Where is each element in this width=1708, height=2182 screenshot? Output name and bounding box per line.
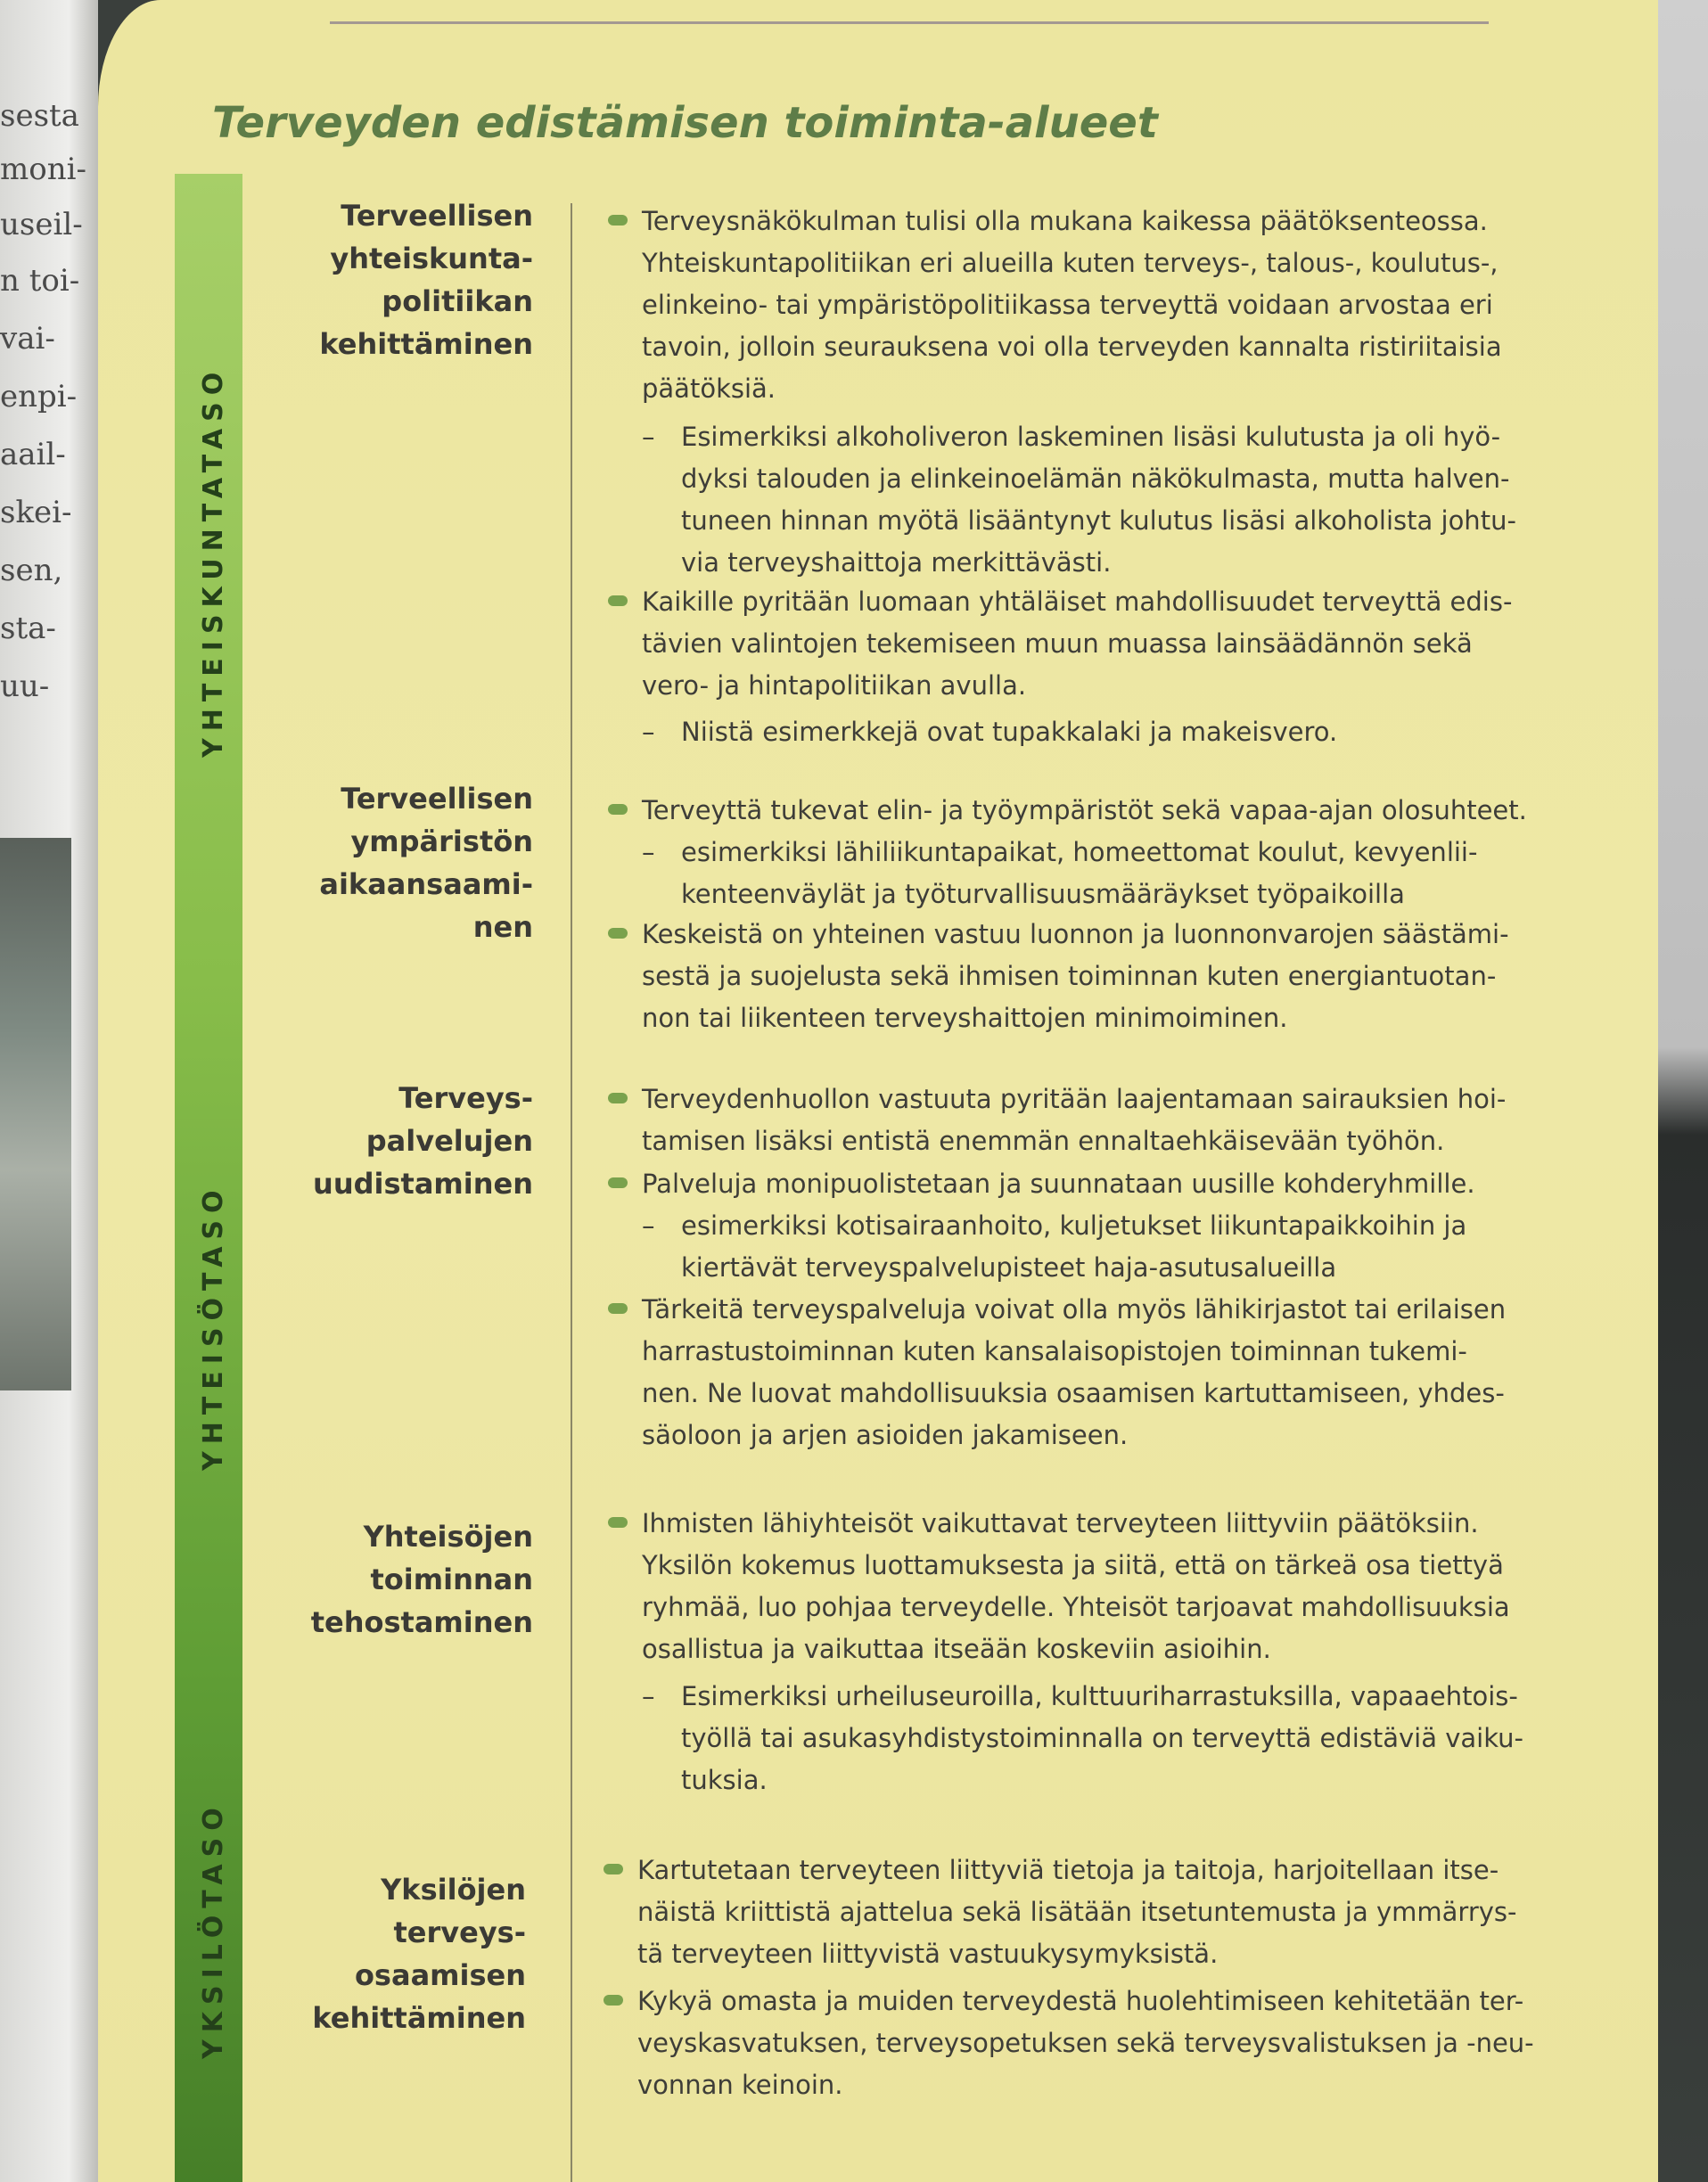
dash-item [642,1205,1658,1289]
bullet-item [642,1163,1622,1205]
dash-icon: – [642,837,655,867]
heading-line: osaamisen [354,1958,526,1992]
text-line: Terveydenhuollon vastuuta pyritään laajentamaan sairauksien hoi- [642,1084,1507,1114]
text-line: harrastustoiminnan kuten kansalaisopistojen toiminnan tukemi- [642,1336,1467,1366]
text-line: ryhmää, luo pohjaa terveydelle. Yhteisöt tarjoavat mahdollisuuksia [642,1592,1510,1622]
heading-line: ympäristön [350,824,533,858]
level-label-yksilo: YKSILÖTASO [198,1801,229,2059]
dash-icon: – [642,422,655,452]
heading-line: Terveellisen [341,782,533,816]
bullet-item [642,1079,1622,1162]
page-title: Terveyden edistämisen toiminta-alueet [212,98,1158,148]
text-line: Yksilön kokemus luottamuksesta ja siitä, että on tärkeä osa tiettyä [642,1550,1504,1580]
text-line: työllä tai asukasyhdistystoiminnalla on terveyttä edistäviä vaiku- [681,1723,1523,1753]
section-heading [241,1868,526,2039]
bullet-icon [608,1177,628,1188]
bullet-icon [608,215,628,226]
bullet-icon [604,1864,623,1874]
section-heading [294,1077,533,1205]
dash-icon: – [642,1681,655,1711]
text-line: dyksi talouden ja elinkeinoelämän näkökulmasta, mutta halven- [681,463,1510,494]
text-line: päätöksiä. [642,373,776,404]
heading-line: toiminnan [370,1563,533,1596]
text-line: Terveysnäkökulman tulisi olla mukana kaikessa päätöksenteossa. [642,206,1488,236]
text-line: via terveyshaittoja merkittävästi. [681,547,1112,578]
section-heading [294,194,533,365]
text-line: Kartutetaan terveyteen liittyviä tietoja ja taitoja, harjoitellaan itse- [637,1855,1499,1885]
text-line: esimerkiksi lähiliikuntapaikat, homeettomat koulut, kevyenlii- [681,837,1478,867]
left-page-text: sesta [0,98,79,134]
text-line: Tärkeitä terveyspalveluja voivat olla myös lähikirjastot tai erilaisen [642,1294,1507,1325]
left-page-text: useil- [0,207,83,242]
text-line: Terveyttä tukevat elin- ja työympäristöt sekä vapaa-ajan olosuhteet. [642,795,1527,825]
heading-line: politiikan [382,284,533,318]
bullet-item [642,201,1622,410]
left-page-text: skei- [0,495,72,530]
text-line: Esimerkiksi alkoholiveron laskeminen lisäsi kulutusta ja oli hyö- [681,422,1501,452]
bullet-icon [608,1303,628,1314]
text-line: Esimerkiksi urheiluseuroilla, kulttuuriharrastuksilla, vapaaehtois- [681,1681,1518,1711]
text-line: Palveluja monipuolistetaan ja suunnataan uusille kohderyhmille. [642,1169,1475,1199]
left-page-text: n toi- [0,263,80,299]
heading-line: yhteiskunta- [330,242,533,275]
bullet-item [642,790,1622,832]
text-line: tuneen hinnan myötä lisääntynyt kulutus lisäsi alkoholista johtu- [681,505,1516,536]
text-line: tävien valintojen tekemiseen muun muassa lainsäädännön sekä [642,628,1473,659]
left-page-text: sen, [0,553,63,588]
left-page-text: moni- [0,152,86,187]
text-line: sestä ja suojelusta sekä ihmisen toiminnan kuten energiantuotan- [642,961,1497,991]
text-line: Yhteiskuntapolitiikan eri alueilla kuten terveys-, talous-, koulutus-, [642,248,1499,278]
left-page-photo [0,838,71,1390]
bullet-icon [608,595,628,606]
heading-line: uudistaminen [313,1167,533,1201]
text-line: Kykyä omasta ja muiden terveydestä huolehtimiseen kehitetään ter- [637,1986,1524,2016]
heading-line: aikaansaami- [319,867,533,901]
left-page-text: vai- [0,321,55,357]
section-heading [294,1515,533,1644]
section-heading [294,777,533,948]
left-page-text: sta- [0,611,56,646]
text-line: tamisen lisäksi entistä enemmän ennaltaehkäisevään työhön. [642,1126,1445,1156]
left-page [0,0,98,2182]
desk-background [1655,0,1708,2182]
text-line: tuksia. [681,1765,768,1795]
text-line: Niistä esimerkkejä ovat tupakkalaki ja makeisvero. [681,717,1338,747]
left-page-text: aail- [0,437,66,472]
text-line: Ihmisten lähiyhteisöt vaikuttavat terveyteen liittyviin päätöksiin. [642,1508,1479,1538]
column-divider [571,203,572,2182]
bullet-item [637,1850,1618,1975]
heading-line: palvelujen [365,1124,533,1158]
text-line: Keskeistä on yhteinen vastuu luonnon ja luonnonvarojen säästämi- [642,919,1509,949]
heading-line: Yksilöjen terveys- [381,1873,526,1949]
text-line: elinkeino- tai ympäristöpolitiikassa terveyttä voidaan arvostaa eri [642,290,1493,320]
bullet-item [642,914,1622,1039]
dash-item [642,711,1658,753]
text-line: vero- ja hintapolitiikan avulla. [642,670,1027,701]
bullet-item [642,581,1622,707]
text-line: osallistua ja vaikuttaa itseään koskeviin asioihin. [642,1634,1271,1664]
heading-line: kehittäminen [312,2001,526,2035]
level-label-yhteiso: YHTEISÖTASO [198,1183,229,1471]
heading-line: Terveys- [398,1081,533,1115]
bullet-icon [608,1093,628,1103]
dash-item [642,1676,1658,1801]
heading-line: tehostaminen [310,1605,533,1639]
left-page-text: uu- [0,669,50,704]
dash-item [642,832,1658,915]
level-label-yhteiskunta: YHTEISKUNTATASO [198,365,229,758]
heading-line: Yhteisöjen [363,1520,533,1554]
bullet-icon [608,804,628,815]
heading-line: Terveellisen [341,199,533,233]
text-line: säoloon ja arjen asioiden jakamiseen. [642,1420,1129,1450]
bullet-item [642,1289,1622,1456]
text-line: kenteenväylät ja työturvallisuusmääräykset työpaikoilla [681,879,1405,909]
text-line: kiertävät terveyspalvelupisteet haja-asutusalueilla [681,1252,1337,1283]
dash-icon: – [642,717,655,747]
text-line: tä terveyteen liittyvistä vastuukysymyksistä. [637,1939,1219,1969]
text-line: veyskasvatuksen, terveysopetuksen sekä terveysvalistuksen ja -neu- [637,2028,1534,2058]
left-page-text: enpi- [0,379,78,414]
bullet-icon [608,1517,628,1528]
bullet-item [642,1503,1622,1670]
bullet-icon [608,928,628,939]
bullet-icon [604,1995,623,2006]
text-line: nen. Ne luovat mahdollisuuksia osaamisen kartuttamiseen, yhdes- [642,1378,1505,1408]
text-line: esimerkiksi kotisairaanhoito, kuljetukset liikuntapaikkoihin ja [681,1210,1467,1241]
dash-icon: – [642,1210,655,1241]
heading-line: nen [472,910,533,944]
text-line: tavoin, jolloin seurauksena voi olla terveyden kannalta ristiriitaisia [642,332,1502,362]
text-line: näistä kriittistä ajattelua sekä lisätään itsetuntemusta ja ymmärrys- [637,1897,1517,1927]
bullet-item [637,1981,1618,2106]
heading-line: kehittäminen [319,327,533,361]
pen-scribble [330,0,1489,24]
dash-item [642,416,1658,584]
book-page [98,0,1658,2182]
text-line: vonnan keinoin. [637,2070,843,2100]
text-line: Kaikille pyritään luomaan yhtäläiset mahdollisuudet terveyttä edis- [642,587,1513,617]
text-line: non tai liikenteen terveyshaittojen minimoiminen. [642,1003,1288,1033]
